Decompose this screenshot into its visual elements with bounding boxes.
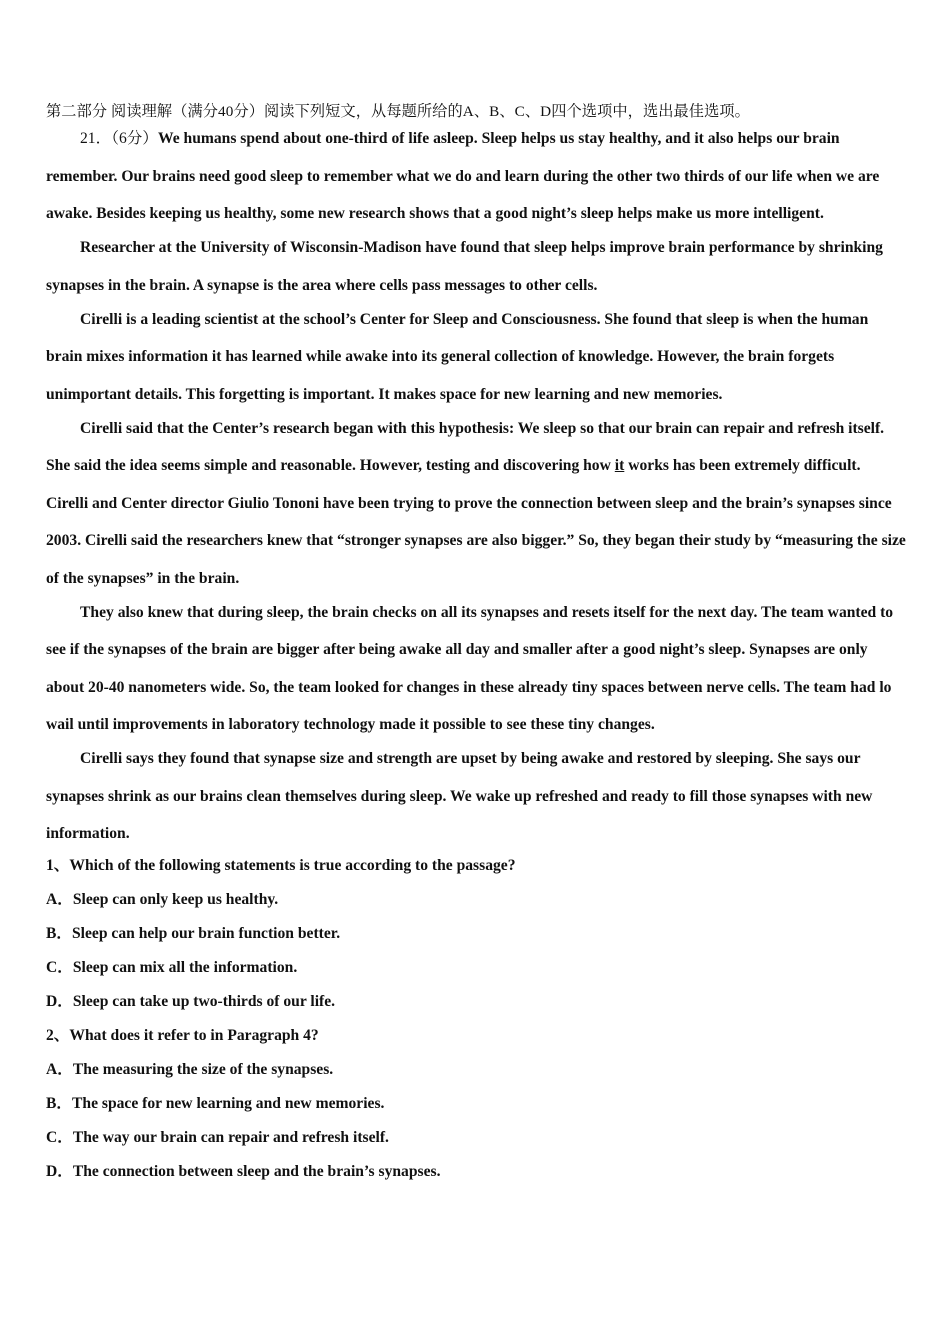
question-1-stem: 1、Which of the following statements is true according to the passage?: [46, 857, 516, 874]
question-1-option-a: A．Sleep can only keep us healthy.: [46, 891, 279, 908]
document-page: [46, 100, 906, 1189]
passage-paragraph-1: [46, 120, 906, 233]
paragraph-4-text-after: works has been extremely difficult. Cirelli and Center director Giulio Tononi have been trying to prove the connection between sleep and the brain’s synapses since 2003. Cirelli said the researchers knew that “stronger synapses are also bigger.” So, they began their study by “measuring the size of the synapses” in the brain.: [46, 457, 906, 587]
question-2-stem: 2、What does it refer to in Paragraph 4?: [46, 1027, 319, 1044]
question-1-option-c: C．Sleep can mix all the information.: [46, 959, 298, 976]
question-2-option-d: D．The connection between sleep and the brain’s synapses.: [46, 1163, 441, 1180]
question-2-option-c: C．The way our brain can repair and refresh itself.: [46, 1129, 389, 1146]
question-number: 21．（6分）: [80, 130, 158, 147]
paragraph-4-text-before: Cirelli said that the Center’s research began with this hypothesis: We sleep so that our brain can repair and refresh itself. She said the idea seems simple and reasonable. However, testing and discovering how: [46, 419, 885, 474]
question-2-option-a: A．The measuring the size of the synapses.: [46, 1061, 334, 1078]
question-1-option-b: B．Sleep can help our brain function better.: [46, 925, 341, 942]
question-1-option-d: D．Sleep can take up two-thirds of our life.: [46, 993, 336, 1010]
passage-paragraph-5: They also knew that during sleep, the brain checks on all its synapses and resets itself for the next day. The team wanted to see if the synapses of the brain are bigger after being awake all day and smaller after a good night’s sleep. Synapses are only about 20-40 nanometers wide. So, the team looked for changes in these already tiny spaces between nerve cells. The team had lo wail until improvements in laboratory technology made it possible to see these tiny changes.: [46, 603, 894, 733]
paragraph-1-text: We humans spend about one-third of life asleep. Sleep helps us stay healthy, and it also helps our brain remember. Our brains need good sleep to remember what we do and learn during the other two thirds of our life when we are awake. Besides keeping us healthy, some new research shows that a good night’s sleep helps make us more intelligent.: [46, 130, 880, 222]
section-header: 第二部分 阅读理解（满分40分）阅读下列短文，从每题所给的A、B、C、D四个选项中，选出最佳选项。: [46, 103, 750, 120]
passage-paragraph-4: [46, 410, 906, 598]
passage-paragraph-6: Cirelli says they found that synapse size and strength are upset by being awake and restored by sleeping. She says our synapses shrink as our brains clean themselves during sleep. We wake up refreshed and ready to fill those synapses with new information.: [46, 750, 873, 842]
question-2-option-b: B．The space for new learning and new memories.: [46, 1095, 385, 1112]
underlined-word-it: it: [614, 457, 625, 474]
passage-paragraph-3: Cirelli is a leading scientist at the school’s Center for Sleep and Consciousness. She found that sleep is when the human brain mixes information it has learned while awake into its general collection of knowledge. However, the brain forgets unimportant details. This forgetting is important. It makes space for new learning and new memories.: [46, 310, 869, 403]
passage-paragraph-2: Researcher at the University of Wisconsin-Madison have found that sleep helps improve brain performance by shrinking synapses in the brain. A synapse is the area where cells pass messages to other cells.: [46, 239, 883, 294]
